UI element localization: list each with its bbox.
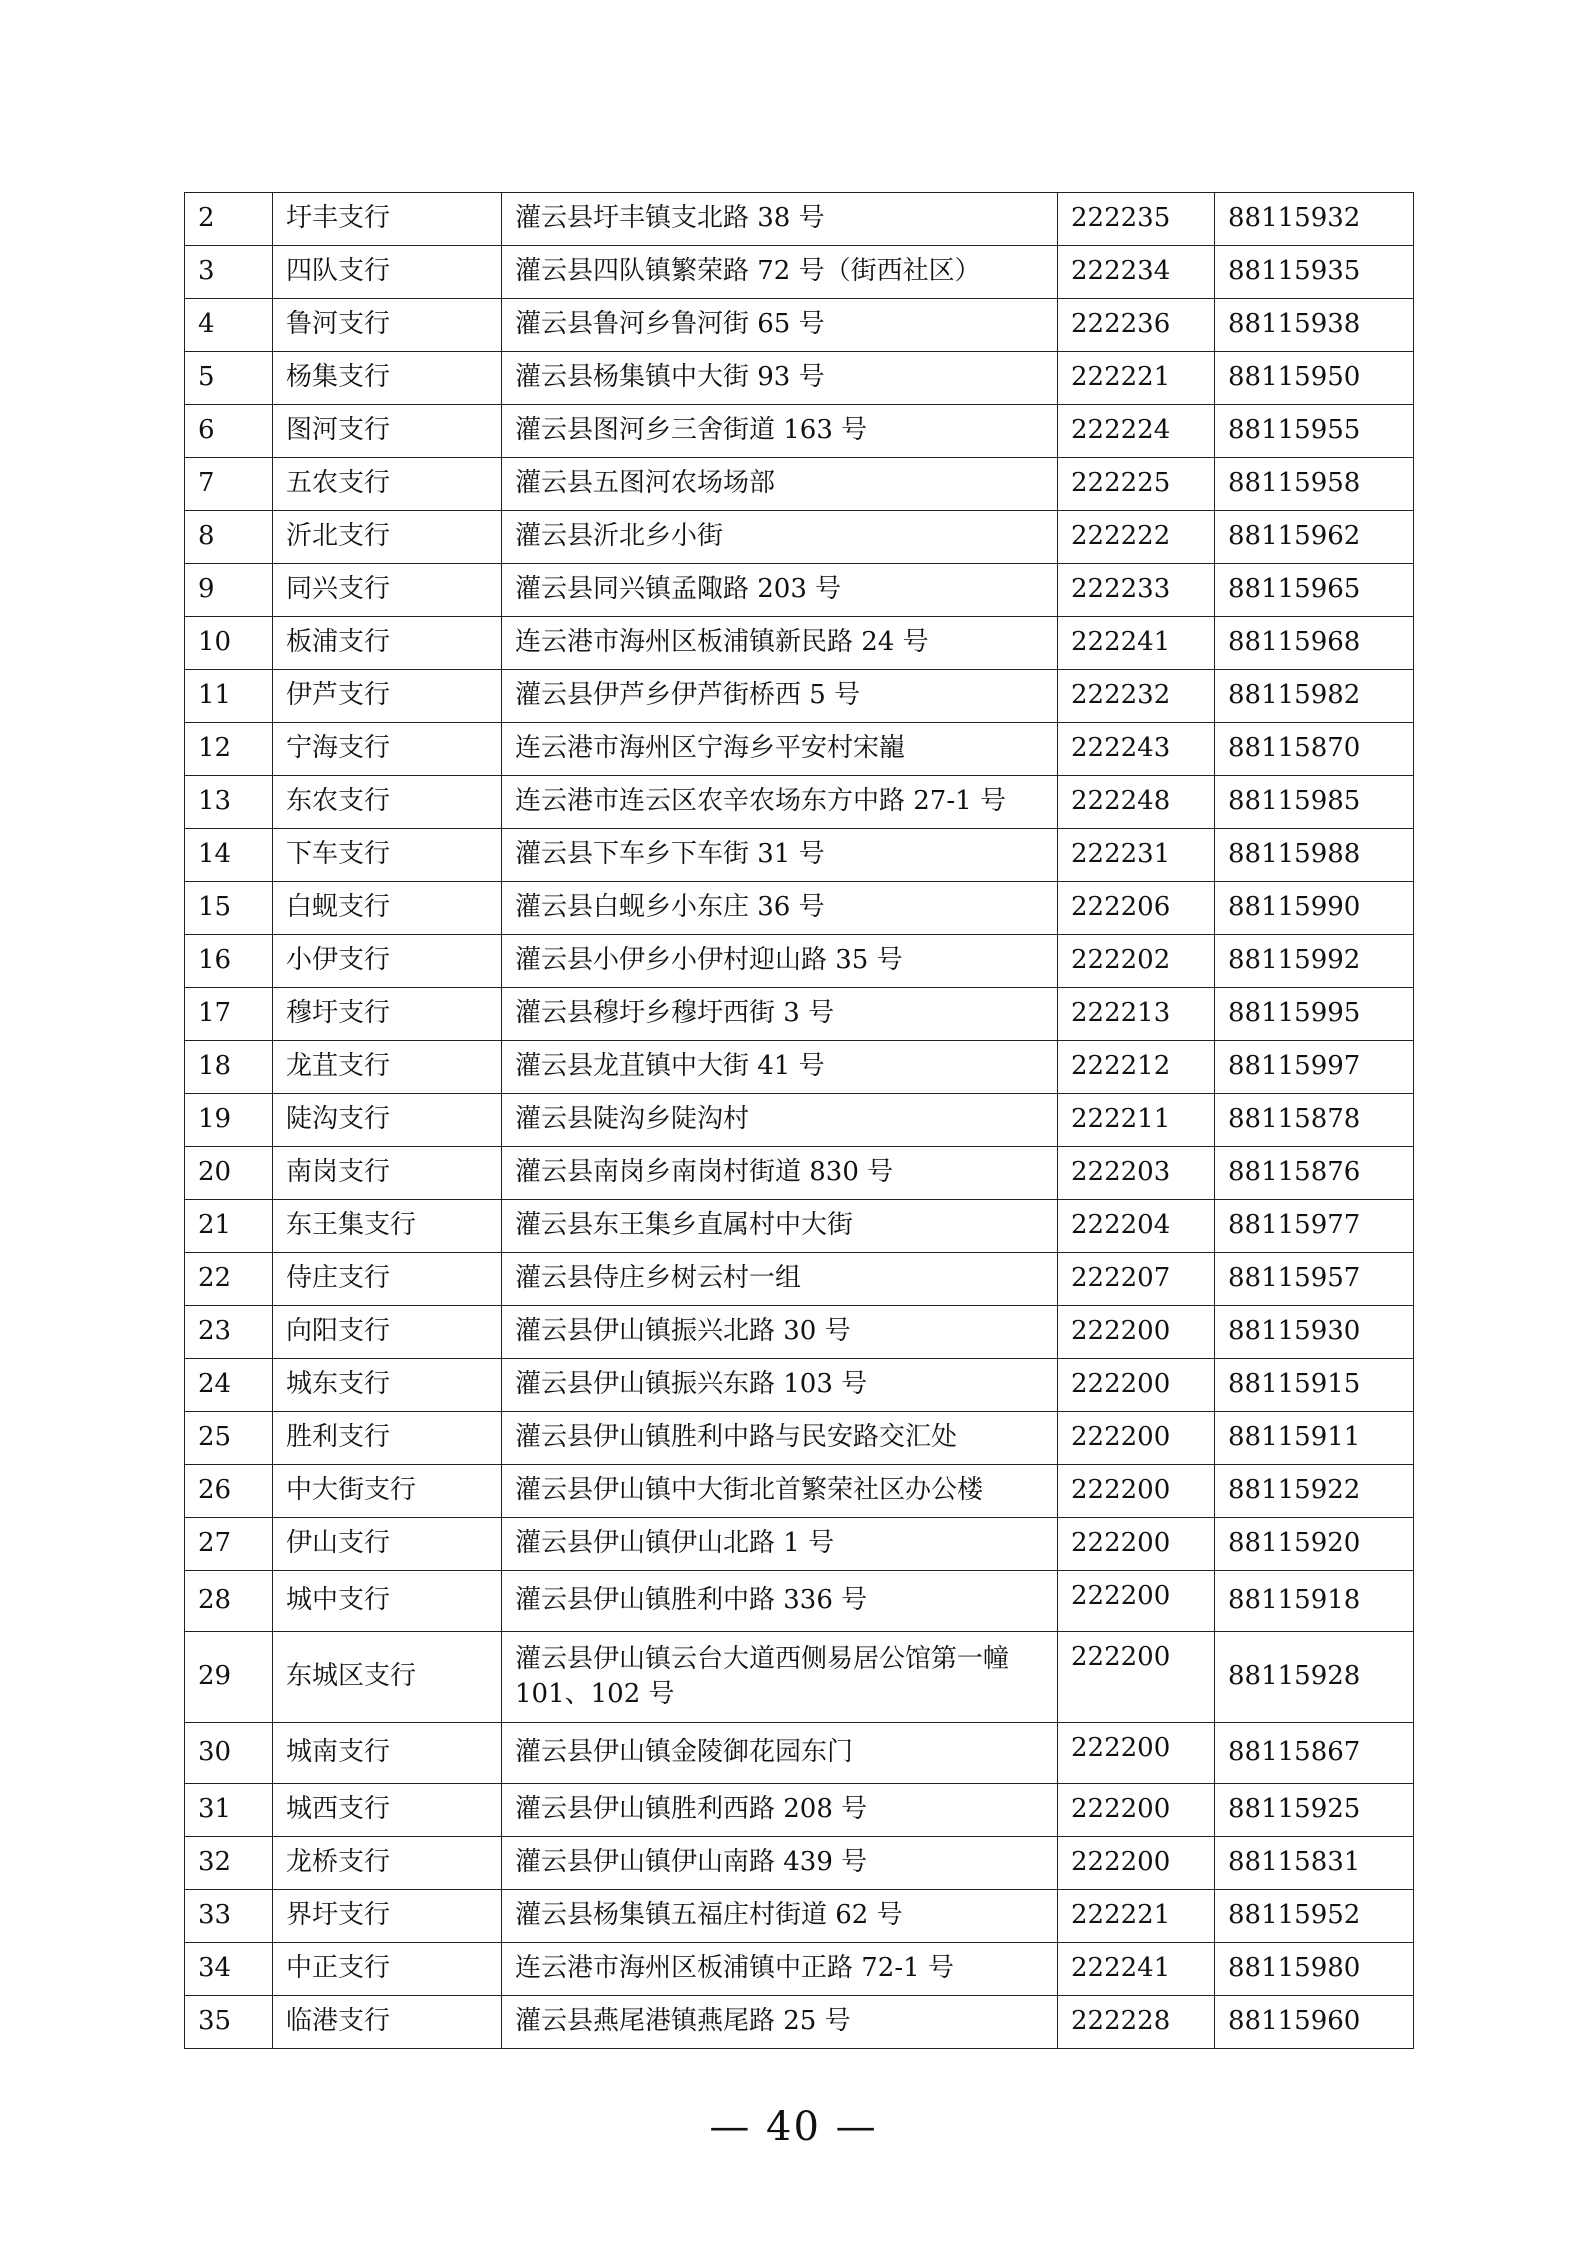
postal-code-cell: 222212 — [1058, 1041, 1215, 1094]
postal-code-cell: 222200 — [1058, 1412, 1215, 1465]
address-cell: 灌云县鲁河乡鲁河街 65 号 — [502, 299, 1058, 352]
postal-code-cell: 222206 — [1058, 882, 1215, 935]
branch-name-cell: 城西支行 — [273, 1784, 502, 1837]
address-cell: 灌云县陡沟乡陡沟村 — [502, 1094, 1058, 1147]
row-number-cell: 6 — [185, 405, 273, 458]
address-cell: 灌云县小伊乡小伊村迎山路 35 号 — [502, 935, 1058, 988]
postal-code-cell: 222232 — [1058, 670, 1215, 723]
row-number-cell: 26 — [185, 1465, 273, 1518]
branch-name-cell: 小伊支行 — [273, 935, 502, 988]
postal-code-cell: 222235 — [1058, 193, 1215, 246]
phone-cell: 88115982 — [1215, 670, 1414, 723]
postal-code-cell: 222224 — [1058, 405, 1215, 458]
row-number-cell: 33 — [185, 1890, 273, 1943]
address-cell: 灌云县伊山镇胜利西路 208 号 — [502, 1784, 1058, 1837]
postal-code-cell: 222200 — [1058, 1518, 1215, 1571]
postal-code-cell: 222207 — [1058, 1253, 1215, 1306]
branch-name-cell: 伊山支行 — [273, 1518, 502, 1571]
row-number-cell: 5 — [185, 352, 273, 405]
row-number-cell: 16 — [185, 935, 273, 988]
row-number-cell: 15 — [185, 882, 273, 935]
row-number-cell: 32 — [185, 1837, 273, 1890]
branch-name-cell: 龙苴支行 — [273, 1041, 502, 1094]
address-cell: 灌云县伊山镇振兴北路 30 号 — [502, 1306, 1058, 1359]
table-row — [185, 935, 1414, 988]
table-row — [185, 1996, 1414, 2049]
row-number-cell: 21 — [185, 1200, 273, 1253]
branch-name-cell: 界圩支行 — [273, 1890, 502, 1943]
branch-name-cell: 四队支行 — [273, 246, 502, 299]
table-row — [185, 246, 1414, 299]
row-number-cell: 3 — [185, 246, 273, 299]
row-number-cell: 4 — [185, 299, 273, 352]
phone-cell: 88115980 — [1215, 1943, 1414, 1996]
address-cell: 灌云县南岗乡南岗村街道 830 号 — [502, 1147, 1058, 1200]
branch-name-cell: 胜利支行 — [273, 1412, 502, 1465]
branch-name-cell: 临港支行 — [273, 1996, 502, 2049]
table-row — [185, 511, 1414, 564]
table-row — [185, 1094, 1414, 1147]
phone-cell: 88115915 — [1215, 1359, 1414, 1412]
branch-name-cell: 城中支行 — [273, 1571, 502, 1632]
branch-name-cell: 同兴支行 — [273, 564, 502, 617]
phone-cell: 88115957 — [1215, 1253, 1414, 1306]
postal-code-cell: 222234 — [1058, 246, 1215, 299]
branch-name-cell: 南岗支行 — [273, 1147, 502, 1200]
phone-cell: 88115930 — [1215, 1306, 1414, 1359]
postal-code-cell: 222231 — [1058, 829, 1215, 882]
table-row — [185, 882, 1414, 935]
branch-name-cell: 东城区支行 — [273, 1632, 502, 1723]
address-cell: 灌云县四队镇繁荣路 72 号（街西社区） — [502, 246, 1058, 299]
table-row — [185, 405, 1414, 458]
table-row — [185, 988, 1414, 1041]
row-number-cell: 24 — [185, 1359, 273, 1412]
branch-name-cell: 五农支行 — [273, 458, 502, 511]
branch-name-cell: 陡沟支行 — [273, 1094, 502, 1147]
address-cell: 灌云县龙苴镇中大街 41 号 — [502, 1041, 1058, 1094]
branch-name-cell: 下车支行 — [273, 829, 502, 882]
address-cell: 灌云县伊山镇中大街北首繁荣社区办公楼 — [502, 1465, 1058, 1518]
address-cell: 灌云县图河乡三舍街道 163 号 — [502, 405, 1058, 458]
table-row — [185, 1837, 1414, 1890]
branch-name-cell: 中正支行 — [273, 1943, 502, 1996]
address-cell: 灌云县伊芦乡伊芦街桥西 5 号 — [502, 670, 1058, 723]
table-row — [185, 1632, 1414, 1723]
page-number: — 40 — — [709, 2104, 878, 2150]
table-row — [185, 299, 1414, 352]
row-number-cell: 34 — [185, 1943, 273, 1996]
postal-code-cell: 222233 — [1058, 564, 1215, 617]
branch-name-cell: 白蚬支行 — [273, 882, 502, 935]
address-cell: 灌云县伊山镇胜利中路与民安路交汇处 — [502, 1412, 1058, 1465]
postal-code-cell: 222222 — [1058, 511, 1215, 564]
table-row — [185, 723, 1414, 776]
phone-cell: 88115920 — [1215, 1518, 1414, 1571]
table-row — [185, 1147, 1414, 1200]
phone-cell: 88115938 — [1215, 299, 1414, 352]
branch-name-cell: 沂北支行 — [273, 511, 502, 564]
address-cell: 灌云县杨集镇中大街 93 号 — [502, 352, 1058, 405]
branch-name-cell: 东王集支行 — [273, 1200, 502, 1253]
branch-name-cell: 圩丰支行 — [273, 193, 502, 246]
phone-cell: 88115928 — [1215, 1632, 1414, 1723]
address-cell: 灌云县伊山镇伊山北路 1 号 — [502, 1518, 1058, 1571]
table-row — [185, 829, 1414, 882]
table-row — [185, 1784, 1414, 1837]
row-number-cell: 35 — [185, 1996, 273, 2049]
table-row — [185, 1253, 1414, 1306]
address-cell: 灌云县伊山镇振兴东路 103 号 — [502, 1359, 1058, 1412]
row-number-cell: 30 — [185, 1723, 273, 1784]
row-number-cell: 22 — [185, 1253, 273, 1306]
address-cell: 连云港市海州区宁海乡平安村宋巃 — [502, 723, 1058, 776]
row-number-cell: 23 — [185, 1306, 273, 1359]
phone-cell: 88115965 — [1215, 564, 1414, 617]
branch-name-cell: 板浦支行 — [273, 617, 502, 670]
branch-table-body — [185, 193, 1414, 2049]
postal-code-cell: 222221 — [1058, 352, 1215, 405]
postal-code-cell: 222200 — [1058, 1571, 1215, 1632]
postal-code-cell: 222213 — [1058, 988, 1215, 1041]
branch-name-cell: 向阳支行 — [273, 1306, 502, 1359]
phone-cell: 88115990 — [1215, 882, 1414, 935]
postal-code-cell: 222241 — [1058, 617, 1215, 670]
row-number-cell: 7 — [185, 458, 273, 511]
phone-cell: 88115922 — [1215, 1465, 1414, 1518]
branch-name-cell: 城东支行 — [273, 1359, 502, 1412]
postal-code-cell: 222200 — [1058, 1359, 1215, 1412]
address-cell: 灌云县穆圩乡穆圩西街 3 号 — [502, 988, 1058, 1041]
address-cell: 灌云县下车乡下车街 31 号 — [502, 829, 1058, 882]
branch-name-cell: 杨集支行 — [273, 352, 502, 405]
postal-code-cell: 222200 — [1058, 1306, 1215, 1359]
table-row — [185, 617, 1414, 670]
postal-code-cell: 222243 — [1058, 723, 1215, 776]
address-cell: 灌云县伊山镇胜利中路 336 号 — [502, 1571, 1058, 1632]
table-row — [185, 352, 1414, 405]
phone-cell: 88115935 — [1215, 246, 1414, 299]
table-row — [185, 458, 1414, 511]
phone-cell: 88115867 — [1215, 1723, 1414, 1784]
phone-cell: 88115997 — [1215, 1041, 1414, 1094]
postal-code-cell: 222202 — [1058, 935, 1215, 988]
branch-name-cell: 侍庄支行 — [273, 1253, 502, 1306]
address-cell: 灌云县同兴镇孟陬路 203 号 — [502, 564, 1058, 617]
row-number-cell: 2 — [185, 193, 273, 246]
address-cell: 灌云县白蚬乡小东庄 36 号 — [502, 882, 1058, 935]
postal-code-cell: 222200 — [1058, 1465, 1215, 1518]
postal-code-cell: 222236 — [1058, 299, 1215, 352]
phone-cell: 88115992 — [1215, 935, 1414, 988]
phone-cell: 88115988 — [1215, 829, 1414, 882]
branch-name-cell: 鲁河支行 — [273, 299, 502, 352]
phone-cell: 88115968 — [1215, 617, 1414, 670]
row-number-cell: 27 — [185, 1518, 273, 1571]
address-cell: 连云港市连云区农辛农场东方中路 27-1 号 — [502, 776, 1058, 829]
postal-code-cell: 222241 — [1058, 1943, 1215, 1996]
row-number-cell: 31 — [185, 1784, 273, 1837]
address-cell: 连云港市海州区板浦镇中正路 72-1 号 — [502, 1943, 1058, 1996]
table-row — [185, 1571, 1414, 1632]
postal-code-cell: 222203 — [1058, 1147, 1215, 1200]
address-cell: 灌云县燕尾港镇燕尾路 25 号 — [502, 1996, 1058, 2049]
address-cell: 连云港市海州区板浦镇新民路 24 号 — [502, 617, 1058, 670]
branch-name-cell: 东农支行 — [273, 776, 502, 829]
postal-code-cell: 222248 — [1058, 776, 1215, 829]
row-number-cell: 14 — [185, 829, 273, 882]
phone-cell: 88115925 — [1215, 1784, 1414, 1837]
postal-code-cell: 222200 — [1058, 1784, 1215, 1837]
table-row — [185, 1518, 1414, 1571]
table-row — [185, 1041, 1414, 1094]
branch-name-cell: 伊芦支行 — [273, 670, 502, 723]
phone-cell: 88115952 — [1215, 1890, 1414, 1943]
branch-name-cell: 穆圩支行 — [273, 988, 502, 1041]
row-number-cell: 12 — [185, 723, 273, 776]
row-number-cell: 29 — [185, 1632, 273, 1723]
phone-cell: 88115958 — [1215, 458, 1414, 511]
address-cell: 灌云县杨集镇五福庄村街道 62 号 — [502, 1890, 1058, 1943]
branch-name-cell: 龙桥支行 — [273, 1837, 502, 1890]
address-cell: 灌云县五图河农场场部 — [502, 458, 1058, 511]
row-number-cell: 20 — [185, 1147, 273, 1200]
phone-cell: 88115831 — [1215, 1837, 1414, 1890]
phone-cell: 88115955 — [1215, 405, 1414, 458]
address-cell: 灌云县东王集乡直属村中大街 — [502, 1200, 1058, 1253]
phone-cell: 88115977 — [1215, 1200, 1414, 1253]
address-cell: 灌云县伊山镇云台大道西侧易居公馆第一幢 101、102 号 — [502, 1632, 1058, 1723]
phone-cell: 88115932 — [1215, 193, 1414, 246]
phone-cell: 88115878 — [1215, 1094, 1414, 1147]
address-cell: 灌云县圩丰镇支北路 38 号 — [502, 193, 1058, 246]
table-row — [185, 193, 1414, 246]
table-row — [185, 670, 1414, 723]
postal-code-cell: 222204 — [1058, 1200, 1215, 1253]
table-row — [185, 1723, 1414, 1784]
address-cell: 灌云县伊山镇伊山南路 439 号 — [502, 1837, 1058, 1890]
table-row — [185, 1943, 1414, 1996]
branch-name-cell: 中大街支行 — [273, 1465, 502, 1518]
row-number-cell: 25 — [185, 1412, 273, 1465]
table-row — [185, 776, 1414, 829]
postal-code-cell: 222228 — [1058, 1996, 1215, 2049]
row-number-cell: 11 — [185, 670, 273, 723]
row-number-cell: 19 — [185, 1094, 273, 1147]
table-row — [185, 1465, 1414, 1518]
postal-code-cell: 222211 — [1058, 1094, 1215, 1147]
address-cell: 灌云县沂北乡小街 — [502, 511, 1058, 564]
phone-cell: 88115950 — [1215, 352, 1414, 405]
row-number-cell: 8 — [185, 511, 273, 564]
row-number-cell: 17 — [185, 988, 273, 1041]
table-row — [185, 564, 1414, 617]
postal-code-cell: 222221 — [1058, 1890, 1215, 1943]
branch-table — [184, 192, 1414, 2049]
phone-cell: 88115870 — [1215, 723, 1414, 776]
branch-name-cell: 图河支行 — [273, 405, 502, 458]
table-row — [185, 1306, 1414, 1359]
row-number-cell: 9 — [185, 564, 273, 617]
address-cell: 灌云县伊山镇金陵御花园东门 — [502, 1723, 1058, 1784]
row-number-cell: 13 — [185, 776, 273, 829]
phone-cell: 88115911 — [1215, 1412, 1414, 1465]
address-cell: 灌云县侍庄乡树云村一组 — [502, 1253, 1058, 1306]
phone-cell: 88115995 — [1215, 988, 1414, 1041]
row-number-cell: 18 — [185, 1041, 273, 1094]
postal-code-cell: 222200 — [1058, 1837, 1215, 1890]
table-row — [185, 1412, 1414, 1465]
phone-cell: 88115960 — [1215, 1996, 1414, 2049]
phone-cell: 88115962 — [1215, 511, 1414, 564]
branch-name-cell: 城南支行 — [273, 1723, 502, 1784]
phone-cell: 88115918 — [1215, 1571, 1414, 1632]
row-number-cell: 28 — [185, 1571, 273, 1632]
phone-cell: 88115985 — [1215, 776, 1414, 829]
table-row — [185, 1890, 1414, 1943]
table-row — [185, 1359, 1414, 1412]
postal-code-cell: 222200 — [1058, 1723, 1215, 1784]
row-number-cell: 10 — [185, 617, 273, 670]
phone-cell: 88115876 — [1215, 1147, 1414, 1200]
postal-code-cell: 222200 — [1058, 1632, 1215, 1723]
branch-name-cell: 宁海支行 — [273, 723, 502, 776]
table-row — [185, 1200, 1414, 1253]
postal-code-cell: 222225 — [1058, 458, 1215, 511]
